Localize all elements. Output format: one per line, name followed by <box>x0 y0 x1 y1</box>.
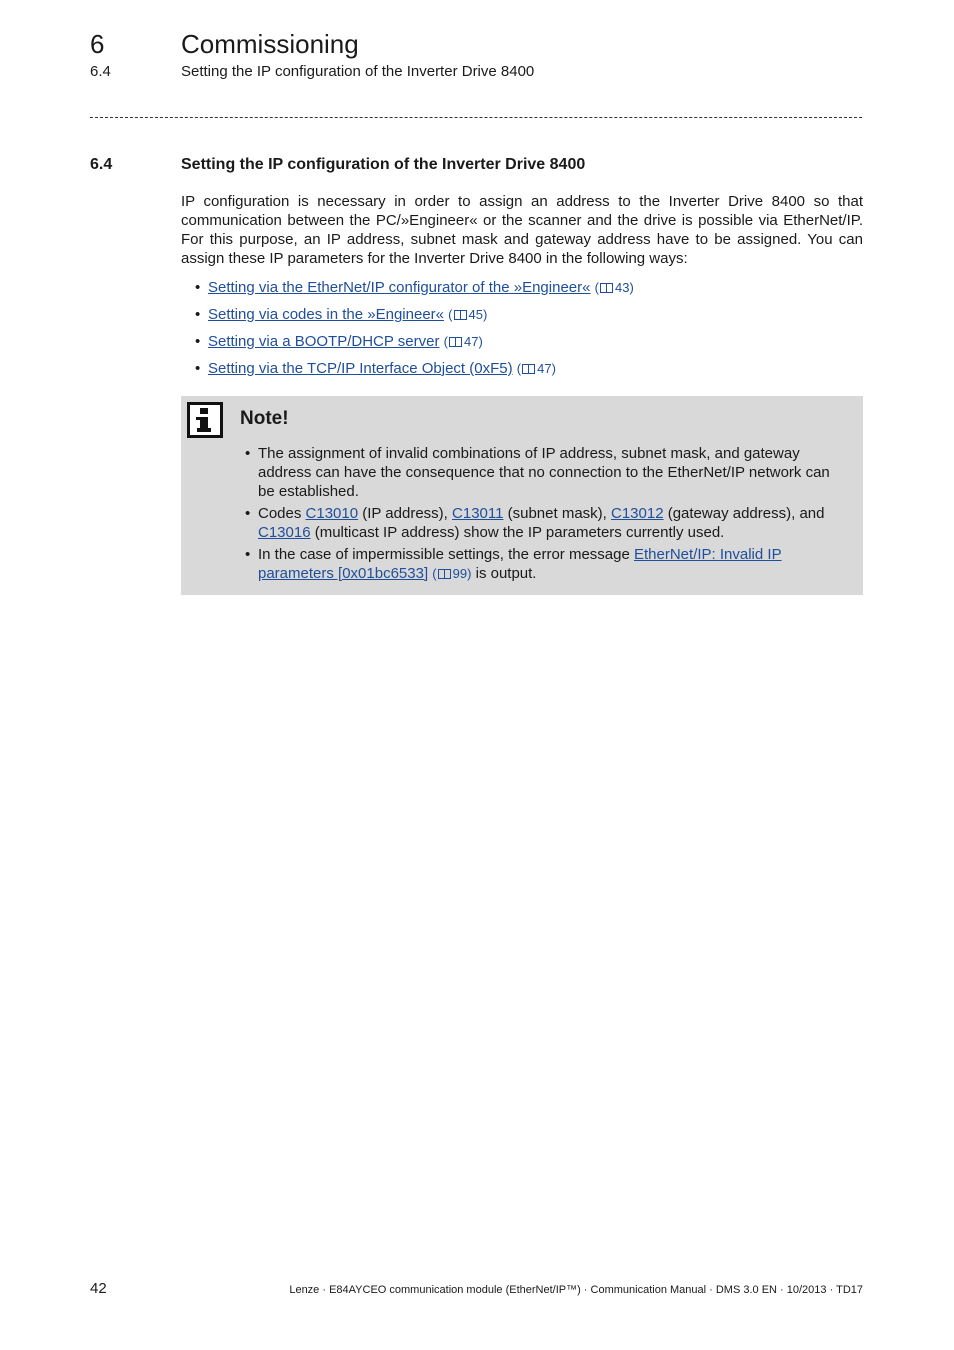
list-item <box>181 305 863 324</box>
header-section-number: 6.4 <box>90 63 111 80</box>
bullet: • <box>195 306 201 323</box>
page-reference[interactable]: ( 45) <box>448 307 488 322</box>
note-text: (subnet mask), <box>503 505 611 522</box>
list-item <box>245 444 845 501</box>
page-number: 42 <box>90 1280 107 1297</box>
code-link-c13011[interactable]: C13011 <box>452 505 504 522</box>
note-text: The assignment of invalid combinations of IP address, subnet mask, and gateway address can have the consequence that no connection to the EtherNet/IP network can be established. <box>258 445 830 500</box>
book-icon <box>600 283 613 293</box>
book-icon <box>522 364 535 374</box>
intro-paragraph: IP configuration is necessary in order to assign an address to the Inverter Drive 8400 so that communication between the PC/»Engineer« or the scanner and the drive is possible via EtherNet/IP. For this purpose, an IP address, subnet mask and gateway address have to be assigned. You can assign these IP parameters for the Inverter Drive 8400 in the following ways: <box>181 193 863 267</box>
note-box <box>181 396 863 595</box>
list-item <box>245 545 845 583</box>
page-reference[interactable]: ( 47) <box>516 361 556 376</box>
code-link-c13012[interactable]: C13012 <box>611 505 664 522</box>
page-reference[interactable]: ( 99) <box>432 566 472 581</box>
note-text: (IP address), <box>358 505 453 522</box>
link-engineer-codes[interactable]: Setting via codes in the »Engineer« <box>208 306 444 323</box>
list-item <box>181 278 863 297</box>
book-icon <box>449 337 462 347</box>
section-number: 6.4 <box>90 156 113 173</box>
code-link-c13010[interactable]: C13010 <box>305 505 359 522</box>
note-list <box>245 444 845 586</box>
bullet: • <box>245 505 251 522</box>
bullet: • <box>195 279 201 296</box>
list-item <box>181 332 863 351</box>
error-message-link[interactable]: EtherNet/IP: Invalid IP parameters [0x01bc6533] <box>258 546 782 582</box>
section-title: Setting the IP configuration of the Inverter Drive 8400 <box>181 156 586 173</box>
page-reference[interactable]: ( 47) <box>443 334 483 349</box>
bullet: • <box>245 445 251 462</box>
note-text: In the case of impermissible settings, the error message <box>258 546 634 563</box>
note-text: (multicast IP address) show the IP parameters currently used. <box>310 524 725 541</box>
bullet: • <box>195 360 201 377</box>
list-item <box>245 504 845 542</box>
note-title: Note! <box>240 408 289 429</box>
book-icon <box>454 310 467 320</box>
header-section-title: Setting the IP configuration of the Inverter Drive 8400 <box>181 63 535 80</box>
bullet: • <box>245 546 251 563</box>
header-divider <box>90 117 862 118</box>
link-engineer-configurator[interactable]: Setting via the EtherNet/IP configurator of the »Engineer« <box>208 279 591 296</box>
page-reference[interactable]: ( 43) <box>594 280 634 295</box>
book-icon <box>438 569 451 579</box>
method-link-list <box>181 278 863 386</box>
footer-text: Lenze · E84AYCEO communication module (EtherNet/IP™) · Communication Manual · DMS 3.0 EN · 10/2013 · TD17 <box>289 1284 863 1296</box>
info-icon <box>187 402 223 438</box>
chapter-number: 6 <box>90 29 105 59</box>
note-text: is output. <box>471 565 537 582</box>
link-bootp-dhcp[interactable]: Setting via a BOOTP/DHCP server <box>208 333 440 350</box>
code-link-c13016[interactable]: C13016 <box>258 524 311 541</box>
note-text: (gateway address), and <box>663 505 825 522</box>
bullet: • <box>195 333 201 350</box>
note-text: Codes <box>258 505 306 522</box>
chapter-title: Commissioning <box>181 29 359 59</box>
link-tcpip-interface-object[interactable]: Setting via the TCP/IP Interface Object (0xF5) <box>208 360 513 377</box>
list-item <box>181 359 863 378</box>
